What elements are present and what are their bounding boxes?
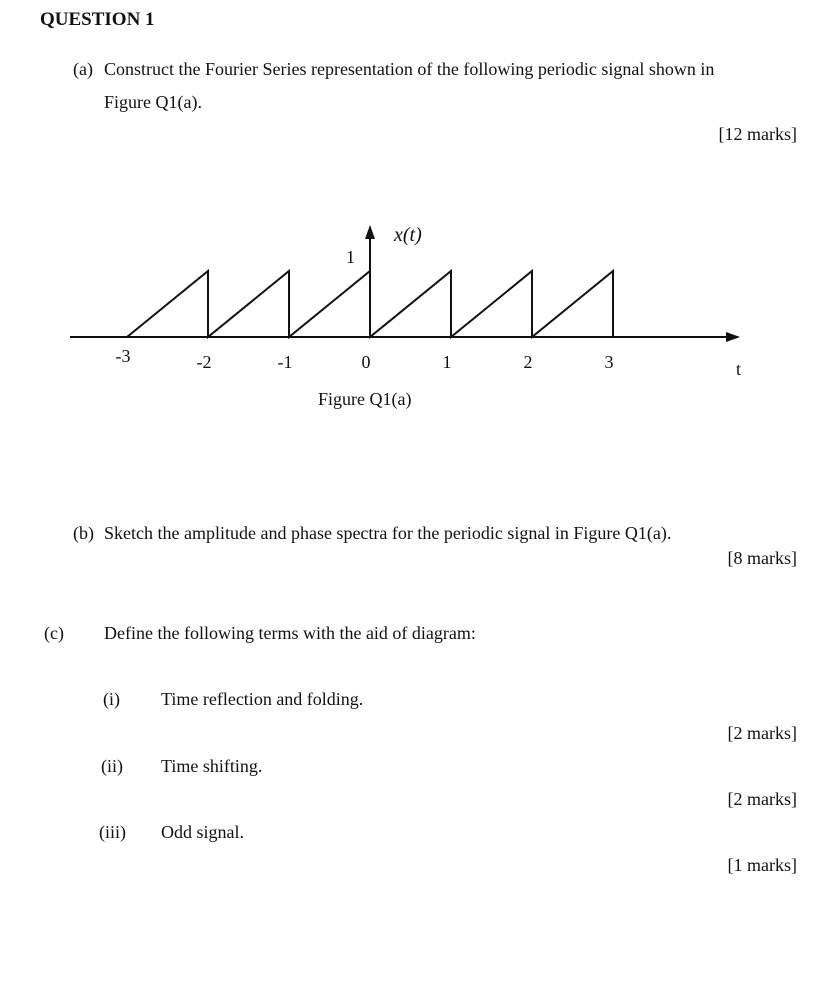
- question-title: QUESTION 1: [40, 9, 155, 30]
- x-tick-label: -1: [277, 352, 293, 372]
- part-c-ii-marks: [2 marks]: [727, 789, 797, 809]
- part-c-ii-label: (ii): [101, 756, 123, 776]
- x-tick-label: 2: [523, 352, 533, 372]
- x-tick-label: -2: [196, 352, 212, 372]
- part-c-i-label: (i): [103, 689, 120, 709]
- x-tick-label: 0: [361, 352, 371, 372]
- part-a-text-line2: Figure Q1(a).: [104, 92, 202, 112]
- part-c-text: Define the following terms with the aid of diagram:: [104, 623, 476, 643]
- part-c-label: (c): [44, 623, 64, 643]
- amplitude-label: 1: [346, 247, 355, 267]
- x-tick-labels: [116, 346, 614, 372]
- part-b-label: (b): [73, 523, 94, 543]
- x-tick-label: 3: [604, 352, 614, 372]
- part-c-iii-text: Odd signal.: [161, 822, 244, 842]
- x-tick-label: -3: [115, 346, 131, 366]
- part-c-iii-label: (iii): [99, 822, 126, 842]
- part-c-ii-text: Time shifting.: [161, 756, 263, 776]
- part-a-marks: [12 marks]: [718, 124, 797, 144]
- part-c-i-marks: [2 marks]: [727, 723, 797, 743]
- figure-caption: Figure Q1(a): [318, 389, 412, 409]
- part-c-iii-marks: [1 marks]: [727, 855, 797, 875]
- y-axis-label: x(t): [394, 224, 422, 246]
- part-b-marks: [8 marks]: [727, 548, 797, 568]
- signal-figure: [0, 205, 827, 420]
- x-tick-label: 1: [442, 352, 452, 372]
- part-a-text-line1: Construct the Fourier Series representation of the following periodic signal shown in: [104, 59, 715, 79]
- part-a-label: (a): [73, 59, 93, 79]
- part-b-text: Sketch the amplitude and phase spectra for the periodic signal in Figure Q1(a).: [104, 523, 672, 543]
- sawtooth-signal-line: [127, 271, 613, 337]
- x-axis-label: t: [736, 359, 742, 379]
- part-c-i-text: Time reflection and folding.: [161, 689, 364, 709]
